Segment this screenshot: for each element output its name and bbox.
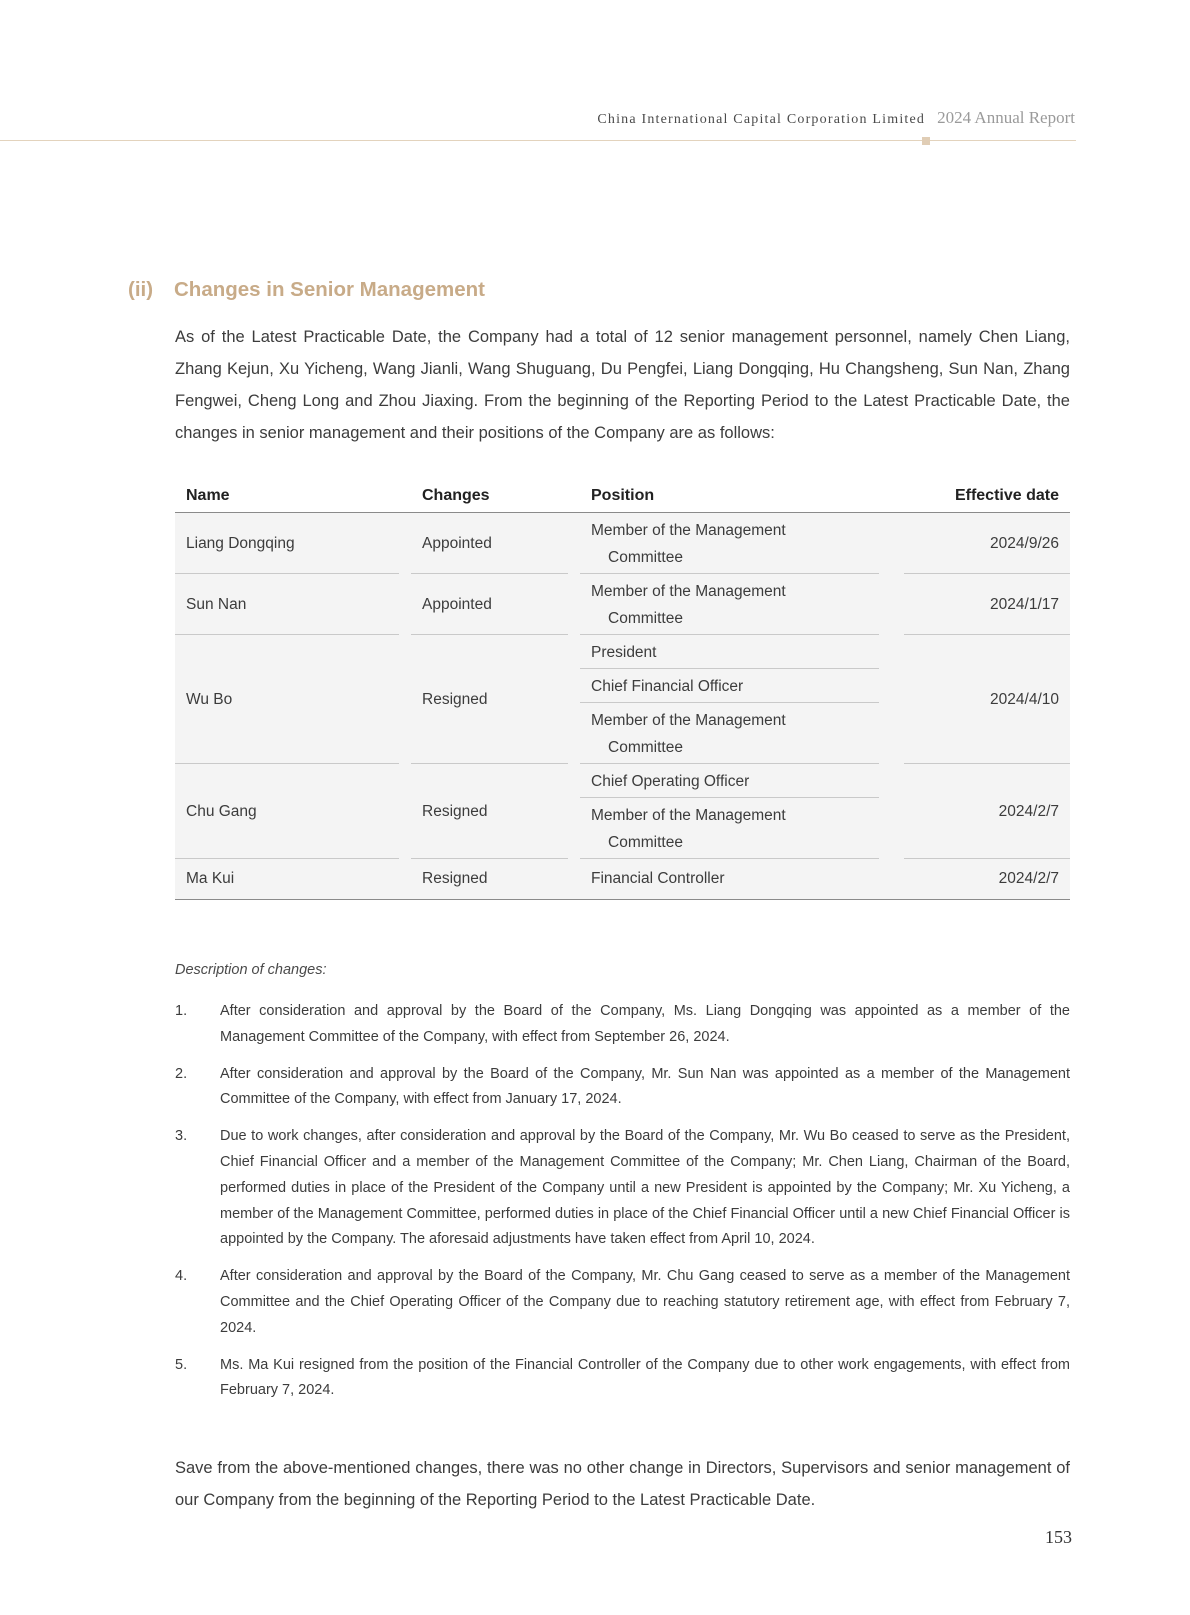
position-text: Committee bbox=[608, 549, 683, 566]
cell-positions bbox=[580, 764, 891, 859]
senior-management-changes-table bbox=[175, 479, 1070, 900]
table-header bbox=[175, 479, 1070, 513]
note-text: Due to work changes, after consideration and approval by the Board of the Company, Mr. Wu Bo ceased to serve as the President, Chief Financial Officer and a member of the Management Committee of the Company; Mr. Chen Liang, Chairman of the Board, performed duties in place of the President of the Company until a new President is appointed by the Company; Mr. Xu Yicheng, a member of the Management Committee, performed duties in place of the Chief Financial Officer until a new Chief Financial Officer is appointed by the Company. The aforesaid adjustments have taken effect from April 10, 2024. bbox=[220, 1128, 1070, 1248]
note-number: 1. bbox=[175, 1003, 188, 1019]
header-company-name: China International Capital Corporation Limited bbox=[597, 112, 926, 127]
cell-positions bbox=[580, 574, 891, 635]
intro-paragraph: As of the Latest Practicable Date, the Company had a total of 12 senior management personnel, namely Chen Liang, Zhang Kejun, Xu Yicheng, Wang Jianli, Wang Shuguang, Du Pengfei, Liang Dongqing, Hu Changsheng, Sun Nan, Zhang Fengwei, Cheng Long and Zhou Jiaxing. From the beginning of the Reporting Period to the Latest Practicable Date, the changes in senior management and their positions of the Company are as follows: bbox=[175, 328, 1070, 442]
position-text: Member of the Management bbox=[591, 807, 786, 824]
note-text: After consideration and approval by the Board of the Company, Mr. Sun Nan was appointed as a member of the Management Committee of the Company, with effect from January 17, 2024. bbox=[220, 1065, 1070, 1108]
table-row bbox=[175, 574, 1070, 635]
page-number: 153 bbox=[1045, 1527, 1072, 1547]
position-text: Committee bbox=[608, 834, 683, 851]
cell-effective-date: 2024/2/7 bbox=[998, 870, 1059, 887]
closing-paragraph: Save from the above-mentioned changes, there was no other change in Directors, Supervisors and senior management of our Company from the beginning of the Reporting Period to the Latest Practicable Date. bbox=[175, 1459, 1070, 1509]
cell-change: Appointed bbox=[411, 513, 580, 574]
position-text: Financial Controller bbox=[591, 870, 725, 887]
cell-effective-date: 2024/4/10 bbox=[891, 635, 1070, 764]
cell-positions bbox=[580, 513, 891, 574]
cell-name: Ma Kui bbox=[186, 870, 235, 887]
position-entry bbox=[580, 513, 879, 574]
position-entry bbox=[580, 798, 879, 859]
cell-name: Chu Gang bbox=[175, 764, 411, 859]
cell-positions bbox=[580, 859, 891, 899]
col-header-effective-date: Effective date bbox=[954, 486, 1059, 504]
header-report-title: 2024 Annual Report bbox=[937, 108, 1075, 127]
table-row bbox=[175, 513, 1070, 574]
cell-change: Resigned bbox=[422, 870, 488, 887]
header-marker bbox=[922, 137, 930, 145]
note-number: 5. bbox=[175, 1356, 188, 1373]
cell-effective-date: 2024/9/26 bbox=[891, 513, 1070, 574]
position-text: Committee bbox=[608, 739, 683, 756]
description-note bbox=[175, 999, 1070, 1051]
position-text: Member of the Management bbox=[591, 583, 786, 600]
table-row bbox=[175, 764, 1070, 859]
cell-name: Wu Bo bbox=[175, 635, 411, 764]
table-body bbox=[175, 513, 1070, 900]
header-rule bbox=[0, 140, 1076, 141]
description-note bbox=[175, 1264, 1070, 1341]
position-entry bbox=[580, 574, 879, 635]
cell-effective-date: 2024/1/17 bbox=[891, 574, 1070, 635]
position-text: Member of the Management bbox=[591, 522, 786, 539]
position-entry bbox=[580, 764, 879, 798]
cell-change: Resigned bbox=[411, 764, 580, 859]
section-number: (ii) bbox=[128, 278, 154, 301]
cell-name: Liang Dongqing bbox=[175, 513, 411, 574]
description-notes bbox=[175, 999, 1070, 1415]
col-header-changes: Changes bbox=[422, 486, 490, 504]
cell-positions bbox=[580, 635, 891, 764]
col-header-position: Position bbox=[591, 486, 655, 504]
cell-effective-date: 2024/2/7 bbox=[891, 764, 1070, 859]
description-title: Description of changes: bbox=[175, 962, 327, 978]
table-row bbox=[175, 859, 1070, 899]
position-text: Chief Operating Officer bbox=[591, 773, 750, 790]
description-note bbox=[175, 1353, 1070, 1405]
cell-change: Resigned bbox=[411, 635, 580, 764]
position-entry bbox=[580, 669, 879, 703]
note-number: 4. bbox=[175, 1268, 188, 1285]
description-note bbox=[175, 1062, 1070, 1114]
note-text: After consideration and approval by the Board of the Company, Ms. Liang Dongqing was appointed as a member of the Management Committee of the Company, with effect from September 26, 2024. bbox=[220, 1003, 1070, 1045]
position-entry bbox=[580, 635, 879, 669]
note-text: Ms. Ma Kui resigned from the position of the Financial Controller of the Company due to other work engagements, with effect from February 7, 2024. bbox=[220, 1356, 1070, 1399]
position-text: Committee bbox=[608, 610, 683, 627]
section-heading bbox=[128, 278, 485, 302]
position-text: Member of the Management bbox=[591, 712, 786, 729]
cell-name: Sun Nan bbox=[175, 574, 411, 635]
position-text: President bbox=[591, 644, 657, 661]
position-entry bbox=[580, 859, 879, 899]
position-entry bbox=[580, 703, 879, 764]
note-number: 3. bbox=[175, 1128, 188, 1145]
note-text: After consideration and approval by the Board of the Company, Mr. Chu Gang ceased to serve as a member of the Management Committee and the Chief Operating Officer of the Company due to reaching statutory retirement age, with effect from February 7, 2024. bbox=[220, 1268, 1070, 1336]
section-title: Changes in Senior Management bbox=[174, 278, 485, 301]
note-number: 2. bbox=[175, 1065, 188, 1082]
col-header-name: Name bbox=[186, 486, 230, 504]
table-row bbox=[175, 635, 1070, 764]
cell-change: Appointed bbox=[411, 574, 580, 635]
position-text: Chief Financial Officer bbox=[591, 678, 744, 695]
description-note bbox=[175, 1124, 1070, 1253]
running-header bbox=[597, 108, 1075, 128]
